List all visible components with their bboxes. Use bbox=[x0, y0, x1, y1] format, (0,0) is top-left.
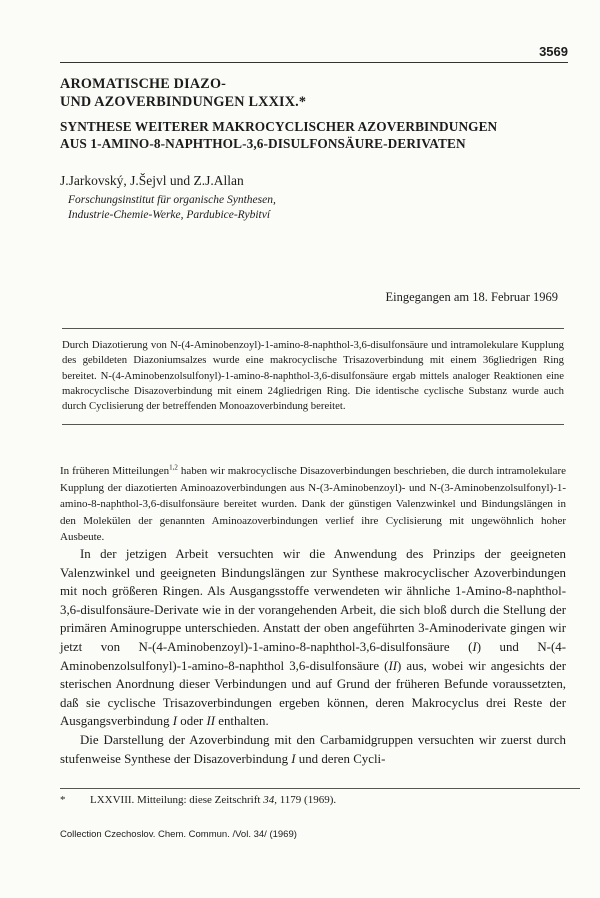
footnote-text: , 1179 (1969). bbox=[274, 794, 337, 806]
intro-text: haben wir makrocyclische Disazoverbindungen beschrieben, die durch intramolekulare Kupplung der diazotierten Aminoazoverbindungen aus N-(3-Aminobenzoyl)- und N-(3-Aminobenzolsulfonyl)-1-amino-8-naphthol-3,6-disulfonsäure bereitet wurden. Dank der günstigen Valenzwinkel und Bindungslängen in den Molekülen der genannten Aminoazoverbindungen verlief ihre Cyclisierung mit ungewöhnlich hoher Ausbeute. bbox=[60, 465, 566, 543]
received-date: Eingegangen am 18. Februar 1969 bbox=[385, 290, 558, 304]
title-line: AROMATISCHE DIAZO- bbox=[60, 76, 227, 92]
subtitle-line: AUS 1-AMINO-8-NAPHTHOL-3,6-DISULFONSÄURE-DERIVATEN bbox=[60, 136, 466, 151]
compound-label: II bbox=[206, 714, 216, 729]
footnote bbox=[60, 794, 336, 806]
text-run: enthalten. bbox=[215, 714, 269, 729]
compound-label: I bbox=[291, 751, 296, 766]
footnote-mark: * bbox=[60, 794, 66, 806]
journal-reference: Collection Czechoslov. Chem. Commun. /Vol. 34/ (1969) bbox=[60, 829, 297, 840]
footnote-volume: 34 bbox=[263, 794, 275, 806]
page-number: 3569 bbox=[539, 44, 568, 59]
compound-label: II bbox=[388, 658, 398, 673]
text-run: ) aus, wobei wir angesichts der sterischen Anordnung dieser Verbindungen und auf Grund der früheren Befunde voraussetzten, daß sie cyclische Trisazoverbindungen ergeben können, deren Makrocyclus drei Reste der Ausgangsverbindung bbox=[60, 658, 567, 729]
footnote-text: LXXVIII. Mitteilung: diese Zeitschrift bbox=[90, 794, 264, 806]
compound-label: I bbox=[172, 714, 178, 729]
abstract: Durch Diazotierung von N-(4-Aminobenzoyl)-1-amino-8-naphthol-3,6-disulfonsäure und intramolekulare Kupplung des gebildeten Diazoniumsalzes wurde eine makrocyclische Trisazoverbindung mit einem 36gliedrigen Ring bereitet. N-(4-Aminobenzolsulfonyl)-1-amino-8-naphthol-3,6-disulfonsäure ergab mittels analoger Reaktionen eine makrocyclische Disazoverbindung mit einem 24gliedrigen Ring. Die identische cyclische Substanz wurde auch durch Cyclisierung der betreffenden Monoazoverbindung bereitet. bbox=[62, 328, 564, 425]
text-run: oder bbox=[177, 714, 207, 729]
affiliation-line: Industrie-Chemie-Werke, Pardubice-Rybitví bbox=[68, 209, 271, 221]
compound-label: I bbox=[472, 639, 477, 654]
header-rule bbox=[60, 62, 568, 63]
subtitle-line: SYNTHESE WEITERER MAKROCYCLISCHER AZOVERBINDUNGEN bbox=[60, 119, 498, 134]
authors: J.Jarkovský, J.Šejvl und Z.J.Allan bbox=[60, 173, 244, 188]
intro-paragraph bbox=[60, 463, 566, 546]
title-line: UND AZOVERBINDUNGEN LXXIX.* bbox=[60, 94, 307, 110]
body-text bbox=[60, 545, 566, 768]
article-subtitle bbox=[60, 118, 497, 152]
reference-superscript: 1,2 bbox=[169, 463, 178, 472]
article-title bbox=[60, 75, 306, 111]
footnote-rule bbox=[60, 788, 580, 789]
affiliation-line: Forschungsinstitut für organische Synthesen, bbox=[68, 194, 276, 206]
text-run: Die Darstellung der Azoverbindung mit den Carbamidgruppen versuchten wir zuerst durch stufenweise Synthese der Disazoverbindung bbox=[60, 732, 566, 766]
text-run: ) und N-(4-Aminobenzolsulfonyl)-1-amino-8-naphthol 3,6-disulfonsäure ( bbox=[60, 639, 566, 673]
body-paragraph bbox=[60, 545, 566, 731]
affiliation bbox=[68, 193, 276, 223]
text-run: In der jetzigen Arbeit versuchten wir die Anwendung des Prinzips der geeigneten Valenzwinkel und geeigneten Bindungslängen zur Synthese makrocyclischer Azoverbindungen mit noch größeren Ringen. Als Ausgangsstoffe verwendeten wir ähnliche 1-Amino-8-naphthol-3,6-disulfonsäure-Derivate wie in der vorangehenden Arbeit, die sich bloß durch die Stellung der primären Aminogruppe unterschieden. Anstatt der oben angeführten 3-Aminoderivate gingen wir jetzt von N-(4-Aminobenzoyl)-1-amino-8-naphthol-3,6-disulfonsäure ( bbox=[60, 547, 566, 654]
body-paragraph bbox=[60, 731, 566, 768]
text-run: und deren Cycli- bbox=[295, 751, 386, 766]
intro-text: In früheren Mitteilungen bbox=[60, 465, 170, 477]
